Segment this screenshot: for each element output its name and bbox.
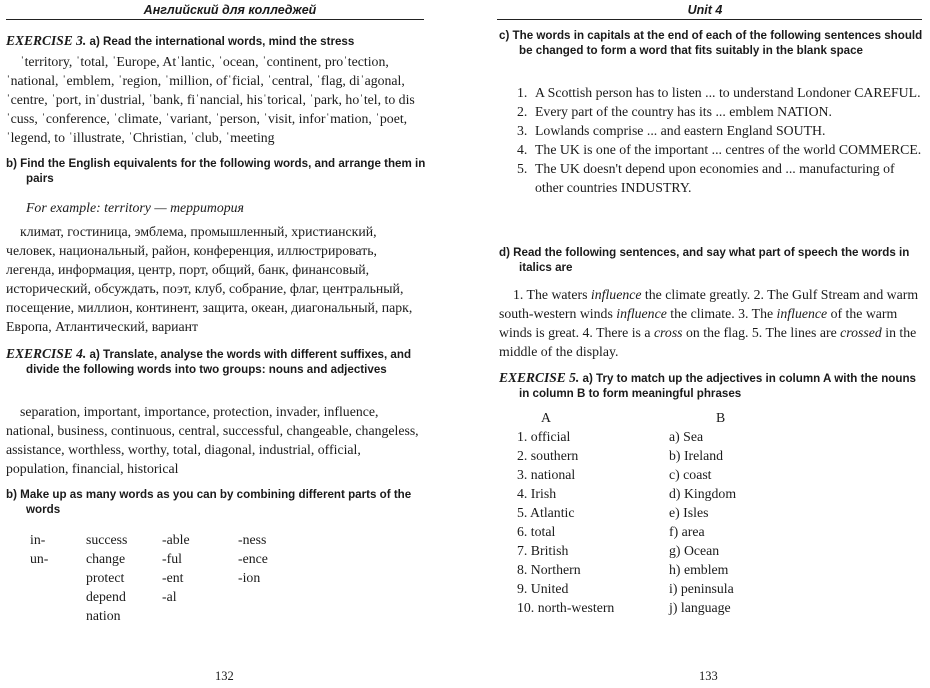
exercise-task: a) Translate, analyse the words with different suffixes, and divide the following words into two groups: nouns and adjectives	[26, 348, 412, 376]
exercise-task: a) Try to match up the adjectives in column A with the nouns in column B to form meaningful phrases	[519, 372, 916, 400]
prefix: in-	[30, 532, 46, 547]
suffix-column-1	[162, 530, 190, 606]
exercise-5-heading	[499, 370, 924, 401]
exercise-3-heading	[6, 33, 426, 49]
adjective-item: 9. United	[517, 581, 569, 596]
sentence-item	[517, 159, 923, 197]
item-text: The UK is one of the important ... centres of the world COMMERCE.	[535, 142, 922, 157]
adjective-item: 6. total	[517, 524, 556, 539]
suffix: -ent	[162, 570, 184, 585]
prefix: un-	[30, 551, 49, 566]
root-column	[86, 530, 127, 625]
item-number: 1.	[517, 85, 528, 100]
running-head: Unit 4	[687, 3, 723, 17]
noun-item: g) Ocean	[669, 543, 720, 558]
adjective-item: 7. British	[517, 543, 569, 558]
sentence-item	[517, 102, 923, 121]
sentence-item	[517, 83, 923, 102]
text-run: 1. The waters	[513, 287, 591, 302]
noun-item: a) Sea	[669, 429, 704, 444]
word-list: климат, гостиница, эмблема, промышленный, христианский, человек, национальный, район, конференция, иллюстрировать, легенда, информация, центр, порт, общий, банк, финансовый, исторический, обсуждать, поэт, клуб, собрание, флаг, центральный, посещение, миллион, континент, защита, океан, диагональный, парк, Европа, Атлантический, вариант	[6, 224, 413, 334]
word-root: nation	[86, 608, 121, 623]
page-number: 133	[699, 669, 718, 683]
exercise-task: a) Read the international words, mind the stress	[89, 35, 355, 48]
column-a-header: A	[541, 410, 551, 425]
exercise-label: EXERCISE 3.	[6, 33, 87, 48]
column-b-header: B	[716, 410, 726, 425]
italic-word: influence	[616, 306, 667, 321]
italic-word: crossed	[840, 325, 882, 340]
italic-word: influence	[590, 287, 642, 302]
item-text: Every part of the country has its ... emblem NATION.	[535, 104, 832, 119]
text-run: on the flag. 5. The lines are	[682, 325, 841, 340]
exercise-4b-heading: b) Make up as many words as you can by combining different parts of the words	[6, 488, 412, 516]
noun-item: j) language	[669, 600, 731, 615]
suffix: -able	[162, 532, 190, 547]
noun-item: b) Ireland	[669, 448, 724, 463]
word-root: protect	[86, 570, 125, 585]
sentences	[499, 285, 924, 361]
right-page	[465, 0, 930, 688]
text-run: the climate greatly. 2. The Gulf Stream and warm south-western winds	[499, 287, 919, 321]
example-line: For example: territory — территория	[26, 200, 244, 215]
noun-item: f) area	[669, 524, 705, 539]
column-b	[669, 427, 736, 617]
item-text: A Scottish person has to listen ... to understand Londoner CAREFUL.	[535, 85, 921, 100]
suffix-words	[6, 402, 426, 478]
exercise-c-list	[517, 83, 923, 197]
adjective-item: 8. Northern	[517, 562, 581, 577]
adjective-item: 1. official	[517, 429, 571, 444]
suffix: -ence	[238, 551, 268, 566]
text-run: in the middle of the display.	[499, 325, 917, 359]
adjective-item: 4. Irish	[517, 486, 557, 501]
noun-item: i) peninsula	[669, 581, 734, 596]
item-number: 2.	[517, 104, 528, 119]
noun-item: c) coast	[669, 467, 712, 482]
sentence-item	[517, 121, 923, 140]
exercise-d-paragraph	[499, 285, 924, 361]
prefix-column	[30, 530, 48, 568]
adjective-item: 3. national	[517, 467, 576, 482]
column-a	[517, 427, 614, 617]
word-root: change	[86, 551, 126, 566]
russian-words	[6, 222, 426, 336]
italic-word: influence	[776, 306, 828, 321]
adjective-item: 2. southern	[517, 448, 579, 463]
adjective-item: 10. north-western	[517, 600, 615, 615]
header-rule	[6, 19, 424, 20]
word-list: ˈterritory, ˈtotal, ˈEurope, Atˈlantic, ˈocean, ˈcontinent, proˈtection, ˈnational, ˈemblem, ˈregion, ˈmillion, ofˈficial, ˈcentral, ˈflag, diˈagonal, ˈcentre, ˈport, inˈdustrial, ˈbank, fiˈnancial, hisˈtorical, ˈpark, hoˈtel, to disˈcuss, ˈconference, ˈclimate, ˈvariant, ˈperson, ˈvisit, inforˈmation, ˈpoet, ˈlegend, to ˈillustrate, ˈChristian, ˈclub, ˈmeeting	[6, 54, 415, 145]
page-number: 132	[215, 669, 234, 683]
noun-item: h) emblem	[669, 562, 729, 577]
exercise-label: EXERCISE 4.	[6, 346, 87, 361]
item-text: Lowlands comprise ... and eastern England SOUTH.	[535, 123, 826, 138]
exercise-d-heading: d) Read the following sentences, and say what part of speech the words in italics are	[499, 246, 910, 274]
text-run: of the warm winds is great. 4. There is a	[499, 306, 898, 340]
word-list: separation, important, importance, protection, invader, influence, national, business, continuous, central, successful, changeable, changeless, assistance, worthless, worthy, total, diagonal, industrial, official, population, financial, historical	[6, 404, 419, 476]
noun-item: d) Kingdom	[669, 486, 737, 501]
adjective-item: 5. Atlantic	[517, 505, 575, 520]
text-run: the climate. 3. The	[666, 306, 777, 321]
item-number: 5.	[517, 161, 528, 176]
exercise-c-heading: c) The words in capitals at the end of each of the following sentences should be changed to form a word that fits suitably in the blank space	[499, 29, 923, 57]
suffix: -ion	[238, 570, 261, 585]
exercise-label: EXERCISE 5.	[499, 370, 580, 385]
noun-item: e) Isles	[669, 505, 709, 520]
italic-word: cross	[653, 325, 683, 340]
suffix: -ful	[162, 551, 182, 566]
item-number: 4.	[517, 142, 528, 157]
item-number: 3.	[517, 123, 528, 138]
suffix: -ness	[238, 532, 267, 547]
suffix-column-2	[238, 530, 268, 587]
item-text: The UK doesn't depend upon economies and ... manufacturing of other countries INDUSTRY.	[535, 161, 895, 195]
sentence-item	[517, 140, 923, 159]
exercise-4-heading	[6, 346, 426, 377]
suffix: -al	[162, 589, 177, 604]
international-words	[6, 52, 426, 147]
word-root: depend	[86, 589, 126, 604]
header-rule	[497, 19, 922, 20]
word-root: success	[86, 532, 128, 547]
running-head: Английский для колледжей	[143, 3, 317, 17]
exercise-3b-heading: b) Find the English equivalents for the following words, and arrange them in pairs	[6, 157, 426, 185]
